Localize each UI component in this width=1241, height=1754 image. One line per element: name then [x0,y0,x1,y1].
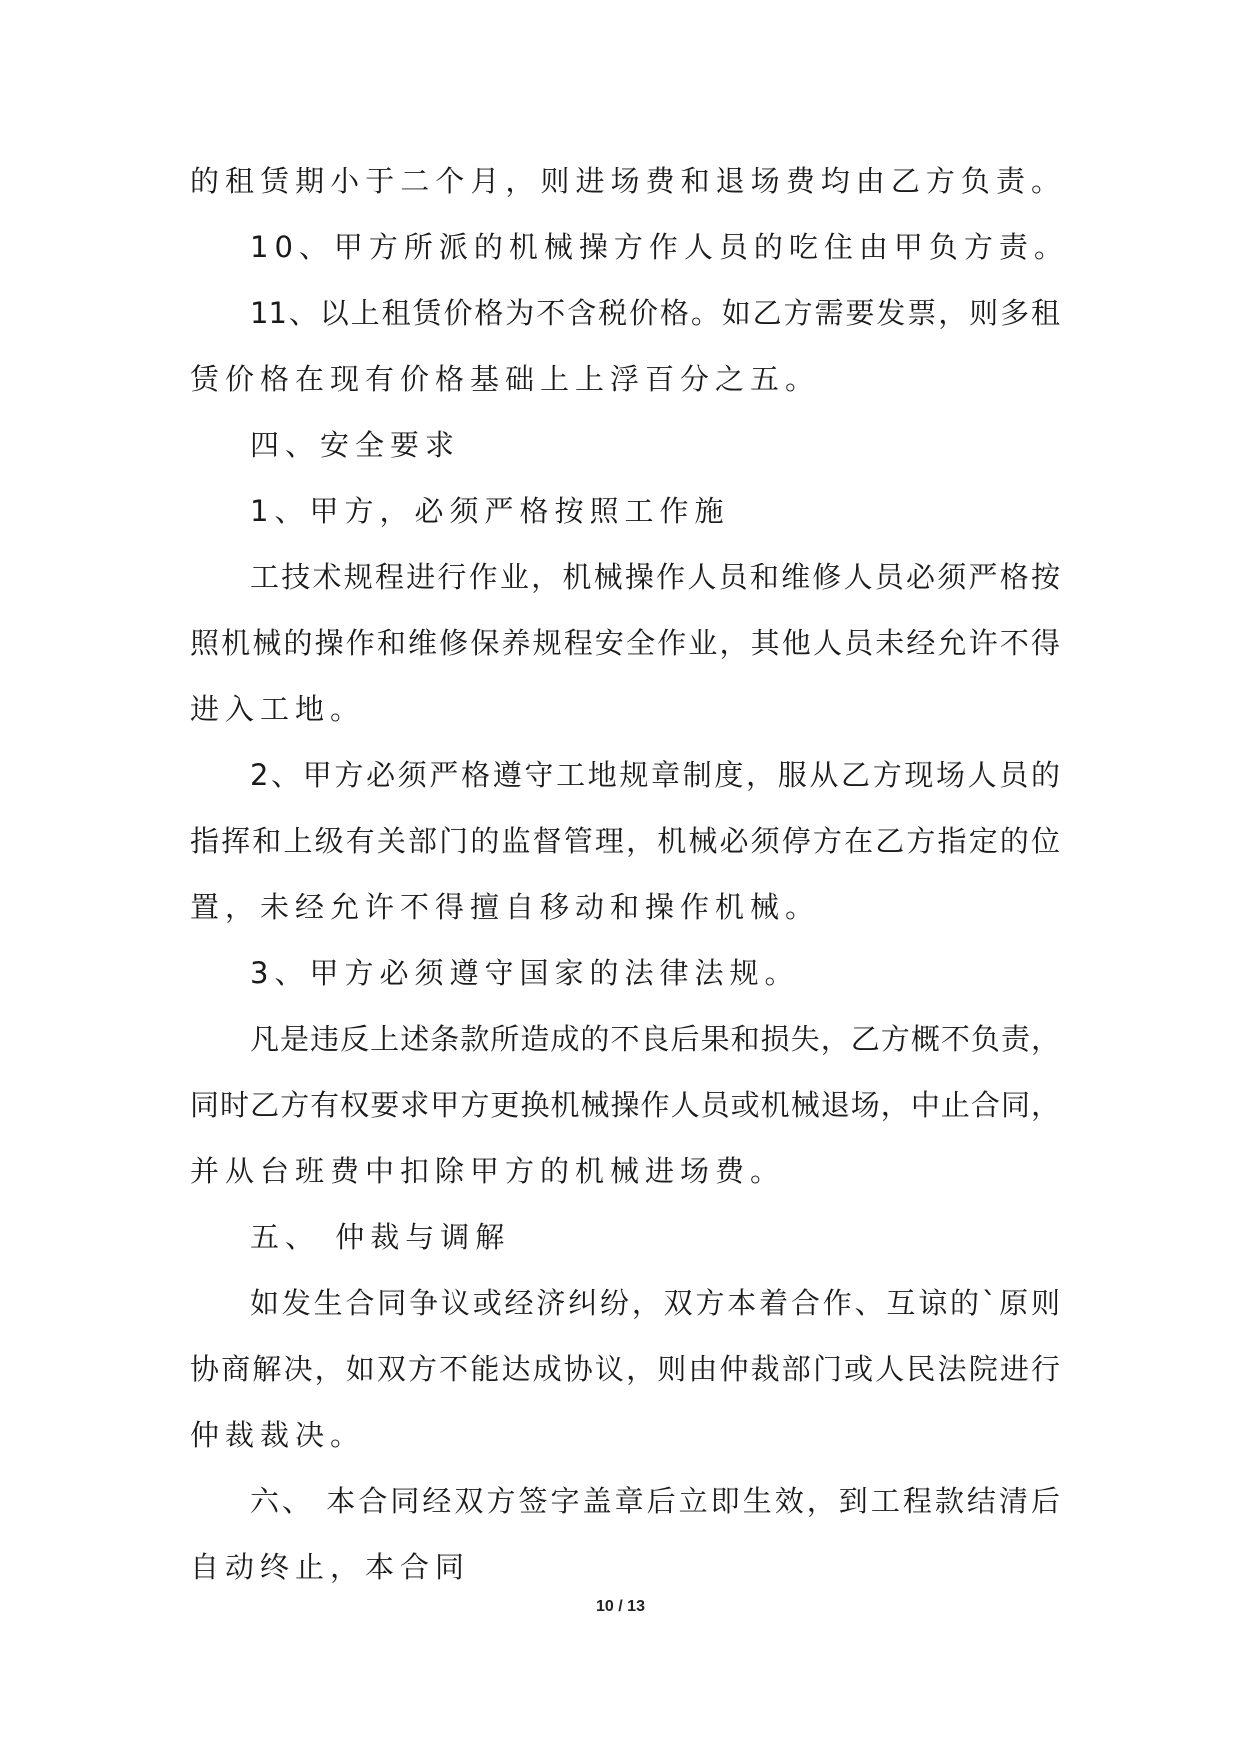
paragraph-line: 1、甲方，必须严格按照工作施 [250,494,730,528]
paragraph-line: 置，未经允许不得擅自移动和操作机械。 [190,890,821,924]
paragraph-line: 照机械的操作和维修保养规程安全作业，其他人员未经允许不得 [190,626,1060,660]
paragraph-line: 2、甲方必须严格遵守工地规章制度，服从乙方现场人员的 [250,758,1060,792]
paragraph-line: 仲裁裁决。 [190,1418,366,1452]
section-heading: 四、安全要求 [250,428,461,462]
paragraph-line: 凡是违反上述条款所造成的不良后果和损失，乙方概不负责， [250,1022,1060,1056]
paragraph-line: 协商解决，如双方不能达成协议，则由仲裁部门或人民法院进行 [190,1352,1060,1386]
paragraph-line: 3、甲方必须遵守国家的法律法规。 [250,956,800,990]
paragraph-line: 如发生合同争议或经济纠纷，双方本着合作、互谅的`原则 [250,1286,1060,1320]
paragraph-line: 工技术规程进行作业，机械操作人员和维修人员必须严格按 [250,560,1060,594]
paragraph-line: 的租赁期小于二个月，则进场费和退场费均由乙方负责。 [190,164,1060,198]
paragraph-line: 指挥和上级有关部门的监督管理，机械必须停方在乙方指定的位 [190,824,1060,858]
document-body [190,148,1069,1600]
page-number: 10 / 13 [596,1598,645,1615]
paragraph-line: 11、以上租赁价格为不含税价格。如乙方需要发票，则多租 [250,296,1060,330]
paragraph-line: 进入工地。 [190,692,366,726]
section-heading: 五、 仲裁与调解 [250,1220,511,1254]
paragraph-line: 同时乙方有权要求甲方更换机械操作人员或机械退场，中止合同， [190,1088,1060,1122]
paragraph-line: 自动终止，本合同 [190,1550,471,1584]
paragraph-line: 赁价格在现有价格基础上上浮百分之五。 [190,362,821,396]
paragraph-line: 并从台班费中扣除甲方的机械进场费。 [190,1154,786,1188]
paragraph-line: 10、甲方所派的机械操方作人员的吃住由甲负方责。 [250,230,1069,264]
section-heading: 六、 本合同经双方签字盖章后立即生效，到工程款结清后 [250,1484,1060,1518]
